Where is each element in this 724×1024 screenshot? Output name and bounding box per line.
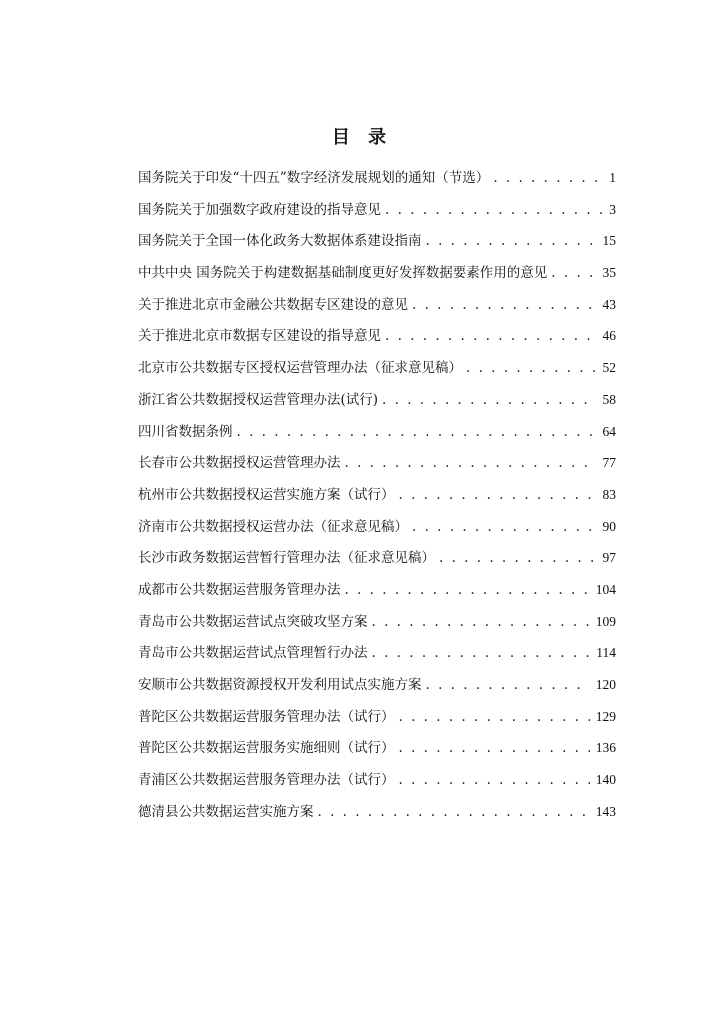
toc-page-number: 77 <box>602 455 616 471</box>
toc-page-number: 114 <box>596 645 616 661</box>
toc-leader <box>382 385 596 417</box>
toc-leader <box>318 797 590 829</box>
toc-entry[interactable] <box>138 669 616 701</box>
toc-entry[interactable] <box>138 384 616 416</box>
toc-entry-title: 安顺市公共数据资源授权开发利用试点实施方案 <box>138 677 422 693</box>
toc-entry[interactable] <box>138 701 616 733</box>
toc-entry-title: 中共中央 国务院关于构建数据基础制度更好发挥数据要素作用的意见 <box>138 265 548 282</box>
toc-entry[interactable] <box>138 416 616 448</box>
toc-entry[interactable] <box>138 796 616 828</box>
toc-leader <box>412 512 597 544</box>
toc-leader <box>426 226 597 258</box>
toc-leader <box>345 448 597 480</box>
toc-leader <box>551 258 596 290</box>
toc-leader <box>345 575 590 607</box>
toc-entry-title: 关于推进北京市数据专区建设的指导意见 <box>138 328 381 345</box>
toc-entry-title: 国务院关于印发“十四五”数字经济发展规划的通知（节选） <box>138 170 490 186</box>
toc-entry-title: 杭州市公共数据授权运营实施方案（试行） <box>138 486 395 503</box>
toc-page-number: 43 <box>602 296 616 312</box>
toc-page-number: 140 <box>595 772 616 788</box>
toc-entry-title: 长春市公共数据授权运营管理办法 <box>138 455 341 472</box>
toc-entry[interactable] <box>138 289 616 321</box>
toc-entry-title: 青岛市公共数据运营试点突破攻坚方案 <box>138 613 368 630</box>
toc-page-number: 136 <box>595 740 616 756</box>
toc-title: 目 录 <box>331 127 393 148</box>
toc-leader <box>237 417 597 449</box>
toc-page-number: 83 <box>602 486 616 502</box>
toc-leader <box>439 543 597 575</box>
toc-entry[interactable] <box>138 194 616 226</box>
toc-leader <box>385 321 597 353</box>
toc-page-number: 120 <box>595 677 616 692</box>
toc-leader <box>412 290 597 322</box>
toc-page-number: 104 <box>595 581 616 597</box>
toc-entry[interactable] <box>138 447 616 479</box>
toc-page-number: 35 <box>602 265 616 281</box>
toc-entry-title: 普陀区公共数据运营服务实施细则（试行） <box>138 740 395 757</box>
toc-entry-title: 浙江省公共数据授权运营管理办法(试行) <box>138 391 379 408</box>
toc-entry-title: 关于推进北京市金融公共数据专区建设的意见 <box>138 296 408 313</box>
toc-entry-title: 济南市公共数据授权运营办法（征求意见稿） <box>138 518 408 535</box>
toc-leader <box>493 163 603 195</box>
toc-entry[interactable] <box>138 479 616 511</box>
toc-entry[interactable] <box>138 764 616 796</box>
toc-entry-title: 成都市公共数据运营服务管理办法 <box>138 581 341 598</box>
toc-page-number: 58 <box>602 391 616 407</box>
toc-entry-title: 德清县公共数据运营实施方案 <box>138 803 314 820</box>
toc-entry[interactable] <box>138 320 616 352</box>
toc-page-number: 129 <box>595 708 616 724</box>
toc-entry-title: 普陀区公共数据运营服务管理办法（试行） <box>138 708 395 725</box>
toc-entry[interactable] <box>138 225 616 257</box>
toc-leader <box>372 607 590 639</box>
toc-page-number: 109 <box>595 613 616 629</box>
toc-leader <box>399 765 590 797</box>
toc-entry[interactable] <box>138 511 616 543</box>
toc-entry-title: 青岛市公共数据运营试点管理暂行办法 <box>138 645 368 662</box>
toc-entry[interactable] <box>138 542 616 574</box>
toc-page-number: 15 <box>602 233 616 249</box>
toc-entry[interactable] <box>138 257 616 289</box>
toc-entry-title: 国务院关于加强数字政府建设的指导意见 <box>138 201 381 218</box>
toc-entry-title: 四川省数据条例 <box>138 423 233 440</box>
toc-page-number: 64 <box>602 423 616 439</box>
toc-entry-title: 国务院关于全国一体化政务大数据体系建设指南 <box>138 233 422 250</box>
toc-page-number: 1 <box>609 170 616 185</box>
toc-leader <box>466 353 597 385</box>
toc-page-number: 3 <box>609 201 616 217</box>
toc-page-number: 97 <box>602 550 616 566</box>
toc-entry[interactable] <box>138 606 616 638</box>
toc-page-number: 46 <box>602 328 616 344</box>
toc-entry[interactable] <box>138 637 616 669</box>
toc-list <box>138 162 616 827</box>
toc-entry[interactable] <box>138 732 616 764</box>
toc-entry-title: 长沙市政务数据运营暂行管理办法（征求意见稿） <box>138 550 435 567</box>
toc-page-number: 143 <box>595 803 616 819</box>
toc-leader <box>385 195 603 227</box>
toc-page-number: 52 <box>602 360 616 376</box>
toc-leader <box>399 702 590 734</box>
toc-entry[interactable] <box>138 352 616 384</box>
toc-entry[interactable] <box>138 162 616 194</box>
toc-leader <box>399 480 597 512</box>
toc-entry-title: 北京市公共数据专区授权运营管理办法（征求意见稿） <box>138 360 462 377</box>
toc-page-number: 90 <box>602 518 616 534</box>
toc-leader <box>399 733 590 765</box>
toc-entry-title: 青浦区公共数据运营服务管理办法（试行） <box>138 772 395 789</box>
toc-leader <box>372 638 591 670</box>
toc-leader <box>426 670 590 702</box>
toc-entry[interactable] <box>138 574 616 606</box>
